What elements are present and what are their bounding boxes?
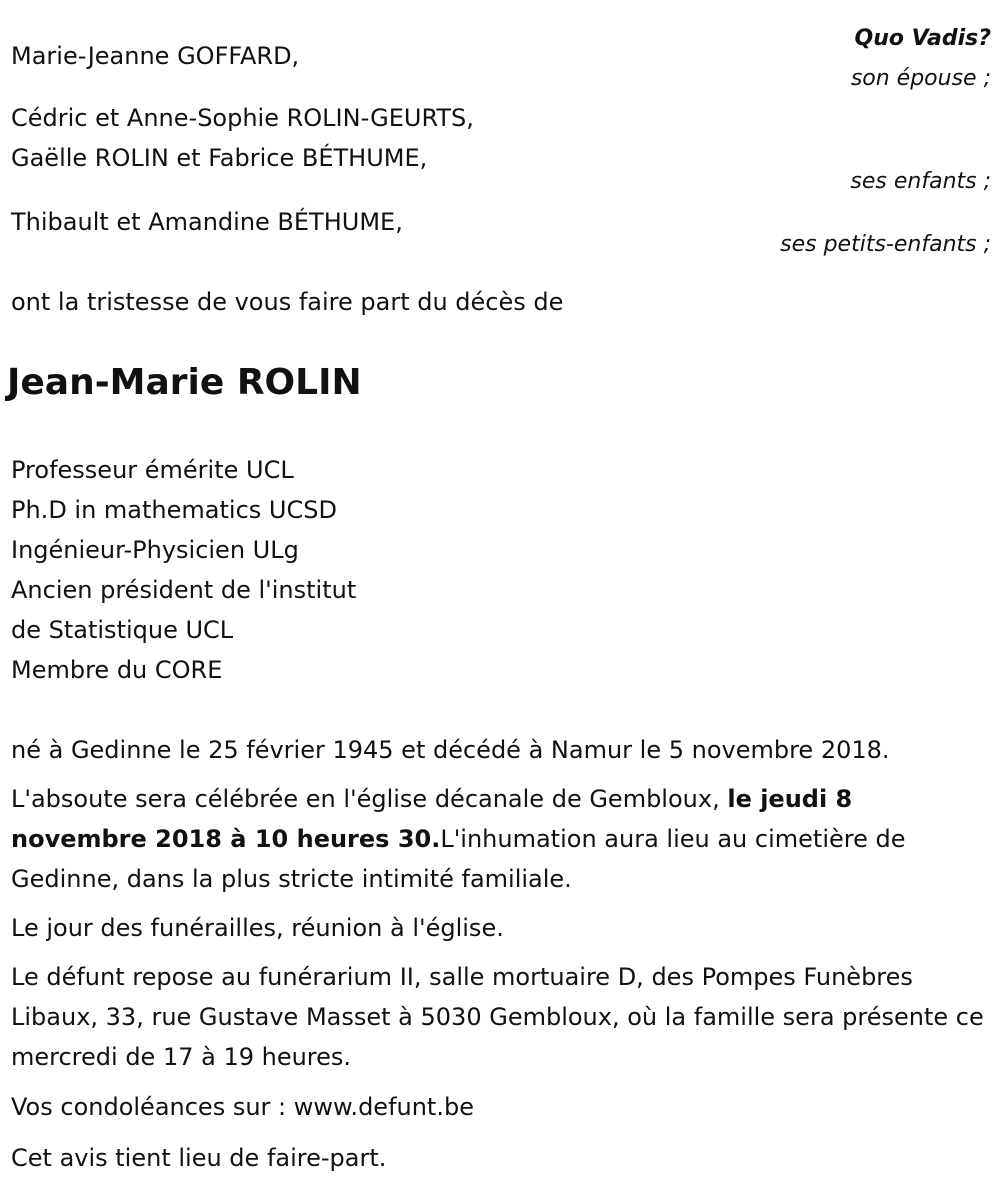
children-line-1: Cédric et Anne-Sophie ROLIN-GEURTS, (11, 104, 474, 132)
ceremony-paragraph (11, 779, 991, 899)
ceremony-date: le jeudi 8 novembre 2018 à 10 heures 30. (11, 785, 853, 853)
children-role: ses enfants ; (850, 169, 991, 194)
closing-text: Cet avis tient lieu de faire-part. (11, 1144, 387, 1172)
grandchildren-name: Thibault et Amandine BÉTHUME, (11, 208, 403, 236)
ceremony-rest: L'inhumation aura lieu au cimetière de Gedinne, dans la plus stricte intimité familiale. (11, 825, 906, 893)
ceremony-intro: L'absoute sera célébrée en l'église décanale de Gembloux, (11, 785, 728, 813)
deceased-name: Jean-Marie ROLIN (7, 362, 362, 403)
repose-paragraph: Le défunt repose au funérarium II, salle mortuaire D, des Pompes Funèbres Libaux, 33, rue Gustave Masset à 5030 Gembloux, où la famille sera présente ce mercredi de 17 à 19 heures. (11, 963, 984, 1071)
children-line-2: Gaëlle ROLIN et Fabrice BÉTHUME, (11, 144, 428, 172)
title-item: de Statistique UCL (11, 616, 234, 644)
birth-death-text: né à Gedinne le 25 février 1945 et décédé à Namur le 5 novembre 2018. (11, 736, 890, 764)
title-item: Ingénieur-Physicien ULg (11, 536, 299, 564)
obituary-notice (7, 0, 991, 1192)
spouse-role: son épouse ; (850, 66, 991, 91)
reunion-text: Le jour des funérailles, réunion à l'église. (11, 914, 504, 942)
announcement-text: ont la tristesse de vous faire part du décès de (11, 288, 564, 316)
brand-label: Quo Vadis? (854, 26, 991, 51)
condolences-text: Vos condoléances sur : www.defunt.be (11, 1093, 474, 1121)
spouse-name: Marie-Jeanne GOFFARD, (11, 42, 300, 70)
title-item: Membre du CORE (11, 656, 223, 684)
title-item: Professeur émérite UCL (11, 456, 294, 484)
grandchildren-role: ses petits-enfants ; (780, 232, 991, 257)
title-item: Ancien président de l'institut (11, 576, 357, 604)
titles-list (11, 450, 356, 690)
title-item: Ph.D in mathematics UCSD (11, 496, 337, 524)
